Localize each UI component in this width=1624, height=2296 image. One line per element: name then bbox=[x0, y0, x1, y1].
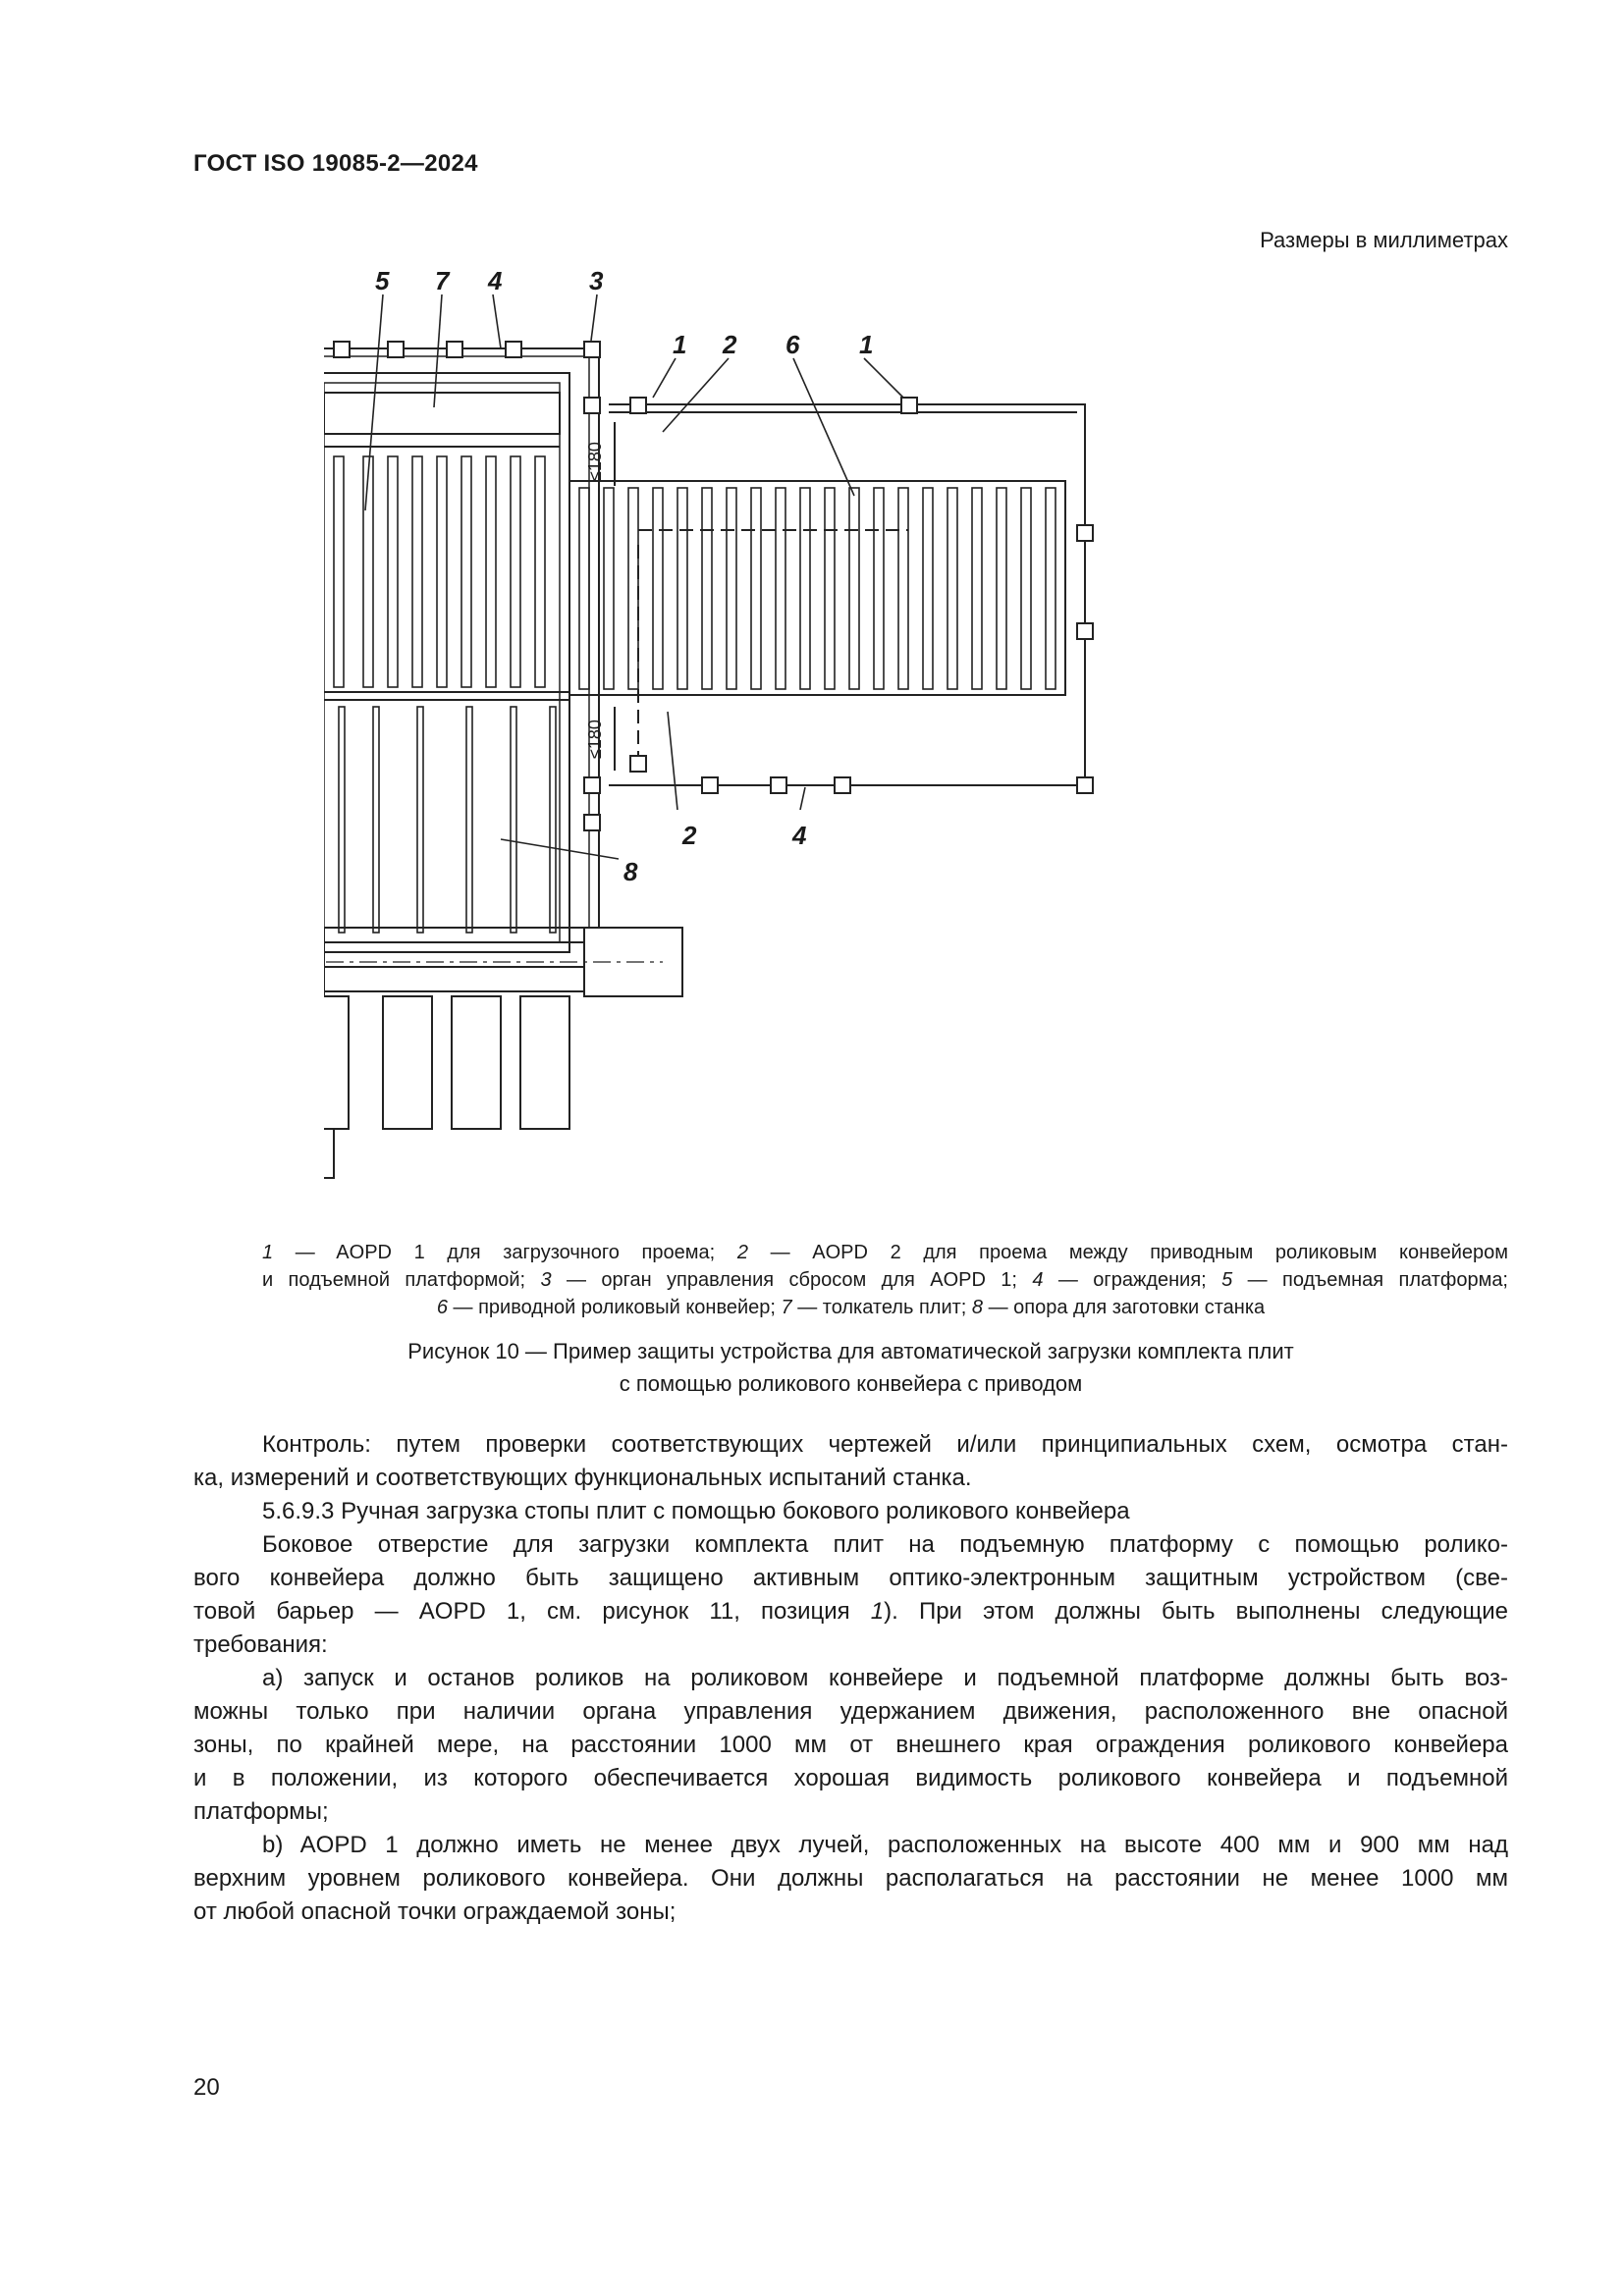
fence-right bbox=[609, 404, 1085, 785]
paragraph-line: требования: bbox=[193, 1631, 328, 1658]
dim-label-bottom: ≤180 bbox=[585, 720, 605, 759]
units-note: Размеры в миллиметрах bbox=[1260, 228, 1508, 252]
paragraph-line: Контроль: путем проверки соответствующих чертежей и/или принципиальных схем, осмотра стан- bbox=[262, 1431, 1508, 1458]
paragraph-line: можны только при наличии органа управления удержанием движения, расположенного вне опасной bbox=[193, 1698, 1508, 1725]
callout-8: 8 bbox=[623, 857, 638, 886]
callout-1-a: 1 bbox=[673, 330, 687, 359]
paragraph-line: вого конвейера должно быть защищено активным оптико-электронным защитным устройством (све- bbox=[193, 1565, 1508, 1591]
paragraph-line: платформы; bbox=[193, 1798, 329, 1825]
figure-legend-line-3: 6 — приводной роликовый конвейер; 7 — толкатель плит; 8 — опора для заготовки станка bbox=[436, 1297, 1266, 1318]
callout-6: 6 bbox=[785, 330, 800, 359]
figure-title-line-1: Рисунок 10 — Пример защиты устройства для автоматической загрузки комплекта плит bbox=[407, 1339, 1294, 1363]
technical-drawing bbox=[324, 260, 1434, 1212]
callout-2-a: 2 bbox=[723, 330, 737, 359]
list-item-b: b) AOPD 1 должно иметь не менее двух лучей, расположенных на высоте 400 мм и 900 мм над bbox=[262, 1832, 1508, 1858]
callout-4-b: 4 bbox=[792, 821, 807, 850]
body-text bbox=[193, 1428, 1508, 1929]
paragraph-line: от любой опасной точки ограждаемой зоны; bbox=[193, 1898, 677, 1925]
pusher-beam bbox=[324, 393, 560, 434]
paragraph-line: верхним уровнем роликового конвейера. Они должны располагаться на расстоянии не менее 1000 мм bbox=[193, 1865, 1508, 1892]
callout-5: 5 bbox=[375, 266, 390, 295]
callout-7: 7 bbox=[435, 266, 450, 295]
callout-4: 4 bbox=[488, 266, 503, 295]
document-code: ГОСТ ISO 19085-2—2024 bbox=[193, 150, 478, 177]
dim-label-top: ≤180 bbox=[585, 442, 605, 481]
figure-title-line-2: с помощью роликового конвейера с приводом bbox=[619, 1371, 1083, 1396]
callout-1-b: 1 bbox=[859, 330, 874, 359]
section-heading: 5.6.9.3 Ручная загрузка стопы плит с помощью бокового роликового конвейера bbox=[262, 1498, 1130, 1524]
page-number: 20 bbox=[193, 2074, 220, 2101]
figure-legend-line-1: 1 — AOPD 1 для загрузочного проема; 2 — AOPD 2 для проема между приводным роликовым конвейером bbox=[262, 1242, 1508, 1263]
paragraph-line: и в положении, из которого обеспечивается хорошая видимость роликового конвейера и подъемной bbox=[193, 1765, 1508, 1791]
figure-legend-line-2: и подъемной платформой; 3 — орган управления сбросом для AOPD 1; 4 — ограждения; 5 — подъемная платформа; bbox=[262, 1269, 1508, 1291]
callout-3: 3 bbox=[589, 266, 604, 295]
paragraph-line: товой барьер — AOPD 1, см. рисунок 11, позиция 1). При этом должны быть выполнены следующие bbox=[193, 1598, 1508, 1625]
paragraph-line: Боковое отверстие для загрузки комплекта плит на подъемную платформу с помощью ролико- bbox=[262, 1531, 1508, 1558]
support-rod bbox=[339, 707, 345, 933]
paragraph-line: ка, измерений и соответствующих функциональных испытаний станка. bbox=[193, 1465, 972, 1491]
paragraph-line: зоны, по крайней мере, на расстоянии 1000 мм от внешнего края ограждения роликового конвейера bbox=[193, 1732, 1508, 1758]
callout-2-b: 2 bbox=[682, 821, 697, 850]
aopd-sensor bbox=[630, 398, 646, 413]
list-item-a: a) запуск и останов роликов на роликовом конвейере и подъемной платформе должны быть воз- bbox=[262, 1665, 1508, 1691]
roller-conveyor-frame bbox=[569, 481, 1065, 695]
